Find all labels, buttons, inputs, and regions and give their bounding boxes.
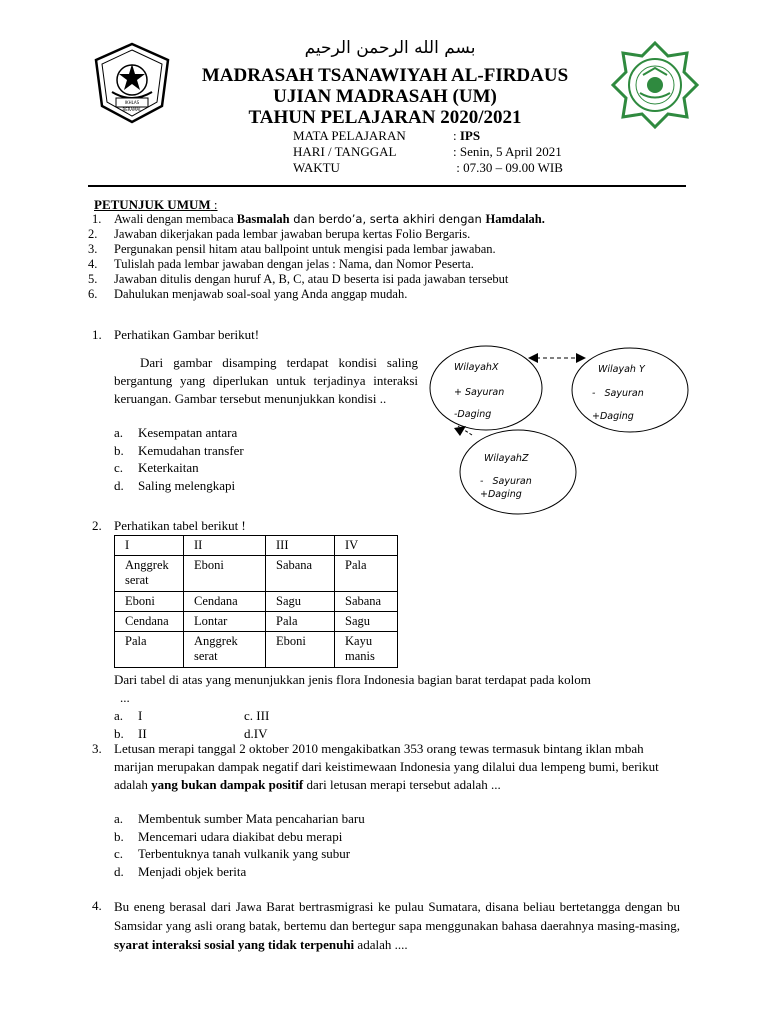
option-d[interactable]: d.IV bbox=[244, 725, 268, 741]
exam-title: UJIAN MADRASAH (UM) bbox=[273, 86, 497, 107]
table-cell: III bbox=[266, 536, 335, 556]
table-header-row bbox=[115, 536, 398, 556]
table-cell: Eboni bbox=[115, 592, 184, 612]
table-row bbox=[115, 632, 398, 668]
info-subject: MATA PELAJARAN : IPS bbox=[293, 128, 481, 143]
table-cell: I bbox=[115, 536, 184, 556]
table-cell: Cendana bbox=[115, 612, 184, 632]
table-cell: II bbox=[184, 536, 266, 556]
option-b[interactable]: b. Mencemari udara diakibat debu merapi bbox=[114, 828, 343, 844]
option-b[interactable]: b. Kemudahan transfer bbox=[114, 442, 244, 458]
table-cell: Pala bbox=[266, 612, 335, 632]
question-2-ellipsis: ... bbox=[120, 690, 130, 705]
school-name: MADRASAH TSANAWIYAH AL-FIRDAUS bbox=[201, 65, 569, 86]
table-cell: Lontar bbox=[184, 612, 266, 632]
instruction-item: 3. Pergunakan pensil hitam atau ballpoint untuk mengisi pada lembar jawaban. bbox=[88, 242, 496, 256]
instruction-item: 2. Jawaban dikerjakan pada lembar jawaban berupa kertas Folio Bergaris. bbox=[88, 227, 471, 241]
arrowhead-z bbox=[454, 426, 466, 436]
instruction-item: 6. Dahulukan menjawab soal-soal yang Anda anggap mudah. bbox=[88, 287, 408, 301]
table-cell: Sabana bbox=[335, 592, 398, 612]
question-4: 4. Bu eneng berasal dari Jawa Barat bertrasmigrasi ke pulau Sumatara, disana beliau bertetangga dengan bu Samsidar yang asli orang batak, bertemu dan bertegur sapa menggunakan bahasa daerahnya masing-masing, syarat interaksi sosial yang tidak terpenuhi adalah .... bbox=[92, 898, 680, 952]
instruction-item: 4. Tulislah pada lembar jawaban dengan jelas : Nama, dan Nomor Peserta. bbox=[88, 257, 474, 271]
table-cell: Pala bbox=[335, 556, 398, 592]
region-z-line2: +Daging bbox=[480, 489, 522, 500]
madrasah-logo bbox=[610, 40, 700, 130]
region-x-title: WilayahX bbox=[454, 362, 499, 373]
option-a[interactable]: a. Membentuk sumber Mata pencaharian baru bbox=[114, 811, 365, 826]
table-cell: Eboni bbox=[184, 556, 266, 592]
region-y-line1: - Sayuran bbox=[592, 388, 644, 399]
arrowhead-y bbox=[576, 353, 586, 363]
region-x-line1: + Sayuran bbox=[454, 387, 505, 398]
question-3: 3. Letusan merapi tanggal 2 oktober 2010 mengakibatkan 353 orang tewas termasuk bintang iklan mbah marijan merupakan dampak negatif dari keistimewaan Indonesia yang dilalui dua lempeng bumi, berikut adalah yang bukan dampak positif dari letusan merapi tersebut adalah ... bbox=[92, 741, 659, 792]
info-time: WAKTU : 07.30 – 09.00 WIB bbox=[293, 160, 563, 175]
region-z-title: WilayahZ bbox=[484, 453, 529, 464]
option-c[interactable]: c. Keterkaitan bbox=[114, 460, 199, 475]
option-c[interactable]: c. Terbentuknya tanah vulkanik yang subur bbox=[114, 846, 351, 861]
option-c[interactable]: c. III bbox=[244, 708, 270, 723]
question-1-stem: 1. Perhatikan Gambar berikut! bbox=[92, 327, 260, 342]
option-b[interactable]: b. II bbox=[114, 725, 147, 741]
logo-motto: IKHLAS BERAMAL bbox=[122, 100, 142, 112]
flora-table bbox=[114, 535, 398, 668]
bismillah-heading: بسم الله الرحمن الرحيم bbox=[304, 38, 476, 58]
instruction-item: 1. Awali dengan membaca Basmalah dan berdo’a, serta akhiri dengan Hamdalah. bbox=[92, 212, 545, 226]
table-cell: Sabana bbox=[266, 556, 335, 592]
option-row bbox=[114, 707, 269, 725]
table-row bbox=[115, 592, 398, 612]
region-z-line1: - Sayuran bbox=[480, 476, 532, 487]
table-cell: Kayu manis bbox=[335, 632, 398, 668]
option-a[interactable]: a. Kesempatan antara bbox=[114, 425, 238, 440]
table-cell: Sagu bbox=[266, 592, 335, 612]
table-cell: Anggrek serat bbox=[184, 632, 266, 668]
instruction-item: 5. Jawaban ditulis dengan huruf A, B, C, atau D beserta isi pada jawaban tersebut bbox=[88, 272, 509, 286]
info-date: HARI / TANGGAL : Senin, 5 April 2021 bbox=[293, 144, 562, 159]
question-1-body: Dari gambar disamping terdapat kondisi saling bergantung yang diperlukan untuk terjadinya interaksi keruangan. Gambar tersebut menunjukkan kondisi .. bbox=[114, 355, 418, 406]
table-cell: IV bbox=[335, 536, 398, 556]
question-2-options bbox=[114, 707, 269, 742]
question-1-options bbox=[114, 424, 244, 494]
table-cell: Pala bbox=[115, 632, 184, 668]
instructions-title: PETUNJUK UMUM : bbox=[94, 197, 218, 212]
instructions-list bbox=[88, 212, 545, 302]
region-y-line2: +Daging bbox=[592, 411, 634, 422]
table-row bbox=[115, 556, 398, 592]
question-2-text: Dari tabel di atas yang menunjukkan jenis flora Indonesia bagian barat terdapat pada kolom bbox=[114, 672, 591, 687]
table-cell: Anggrek serat bbox=[115, 556, 184, 592]
table-cell: Cendana bbox=[184, 592, 266, 612]
table-cell: Sagu bbox=[335, 612, 398, 632]
option-d[interactable]: d. Menjadi objek berita bbox=[114, 863, 247, 879]
region-x-line2: -Daging bbox=[454, 409, 492, 420]
option-d[interactable]: d. Saling melengkapi bbox=[114, 477, 236, 493]
header-divider bbox=[88, 185, 686, 187]
academic-year: TAHUN PELAJARAN 2020/2021 bbox=[248, 107, 522, 128]
region-z-ellipse bbox=[460, 430, 576, 514]
question-3-options bbox=[114, 810, 365, 880]
region-y-title: Wilayah Y bbox=[598, 364, 645, 375]
table-row bbox=[115, 612, 398, 632]
table-cell: Eboni bbox=[266, 632, 335, 668]
question-2-stem: 2. Perhatikan tabel berikut ! bbox=[92, 518, 246, 533]
option-a[interactable]: a. I bbox=[114, 708, 143, 723]
